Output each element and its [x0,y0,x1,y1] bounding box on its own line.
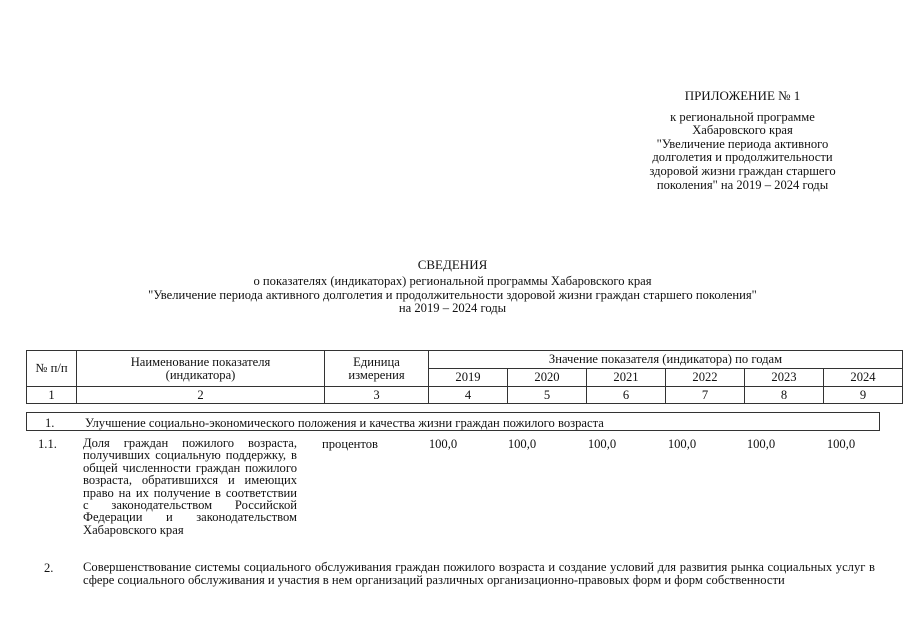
appendix-line: "Увеличение периода активного [656,136,829,151]
indicators-table-header [26,350,903,404]
document-title: СВЕДЕНИЯ [417,257,488,272]
column-number: 4 [429,387,508,404]
section-title: Улучшение социально-экономического положения и качества жизни граждан пожилого возраста [85,416,604,430]
column-number: 9 [824,387,903,404]
row-number: 1.1. [38,437,57,451]
column-number: 8 [745,387,824,404]
appendix-line: долголетия и продолжительности [652,150,833,165]
column-number: 5 [508,387,587,404]
appendix-line: поколения" на 2019 – 2024 годы [656,177,829,192]
appendix-line: здоровой жизни граждан старшего [649,163,836,178]
appendix-line: к региональной программе [670,109,815,124]
column-number: 2 [77,387,325,404]
column-number: 1 [27,387,77,404]
column-number: 3 [325,387,429,404]
header-year: 2020 [508,369,587,387]
section-number: 1. [45,416,55,430]
header-values-group: Значение показателя (индикатора) по годам [429,351,903,369]
header-num: № п/п [27,351,77,387]
indicator-value-2022: 100,0 [667,437,697,451]
indicator-value-2024: 100,0 [826,437,856,451]
section-title: Совершенствование системы социального обслуживания граждан пожилого возраста и создание условий для развития рынка социальных услуг в сфере социального обслуживания и участия в нем организаций различных организационно-правовых форм и форм собственности [83,560,875,588]
appendix-block [620,89,865,192]
header-unit: Единица измерения [325,351,429,387]
section-1-row [26,412,880,431]
document-subtitle [60,275,845,316]
header-year: 2019 [429,369,508,387]
subtitle-line: о показателях (индикаторах) региональной программы Хабаровского края [253,274,652,288]
indicator-value-2023: 100,0 [746,437,776,451]
header-year: 2023 [745,369,824,387]
indicator-value-2019: 100,0 [428,437,458,451]
indicator-value-2020: 100,0 [507,437,537,451]
indicator-name: Доля граждан пожилого возраста, получивших социальную поддержку, в общей численности граждан пожилого возраста, обратившихся и имеющих право на их получение в соответствии с законодательством Российской Федерации и законодательством Хабаровского края [83,436,297,537]
section-number: 2. [44,561,54,575]
appendix-line: Хабаровского края [692,123,793,138]
header-year: 2021 [587,369,666,387]
column-number: 7 [666,387,745,404]
indicator-unit: процентов [322,437,378,451]
subtitle-line: "Увеличение периода активного долголетия и продолжительности здоровой жизни граждан старшего поколения" [148,287,757,302]
column-number: 6 [587,387,666,404]
indicator-value-2021: 100,0 [587,437,617,451]
appendix-title: ПРИЛОЖЕНИЕ № 1 [684,88,801,103]
header-year: 2024 [824,369,903,387]
header-year: 2022 [666,369,745,387]
header-name: Наименование показателя (индикатора) [77,351,325,387]
subtitle-line: на 2019 – 2024 годы [398,301,507,316]
